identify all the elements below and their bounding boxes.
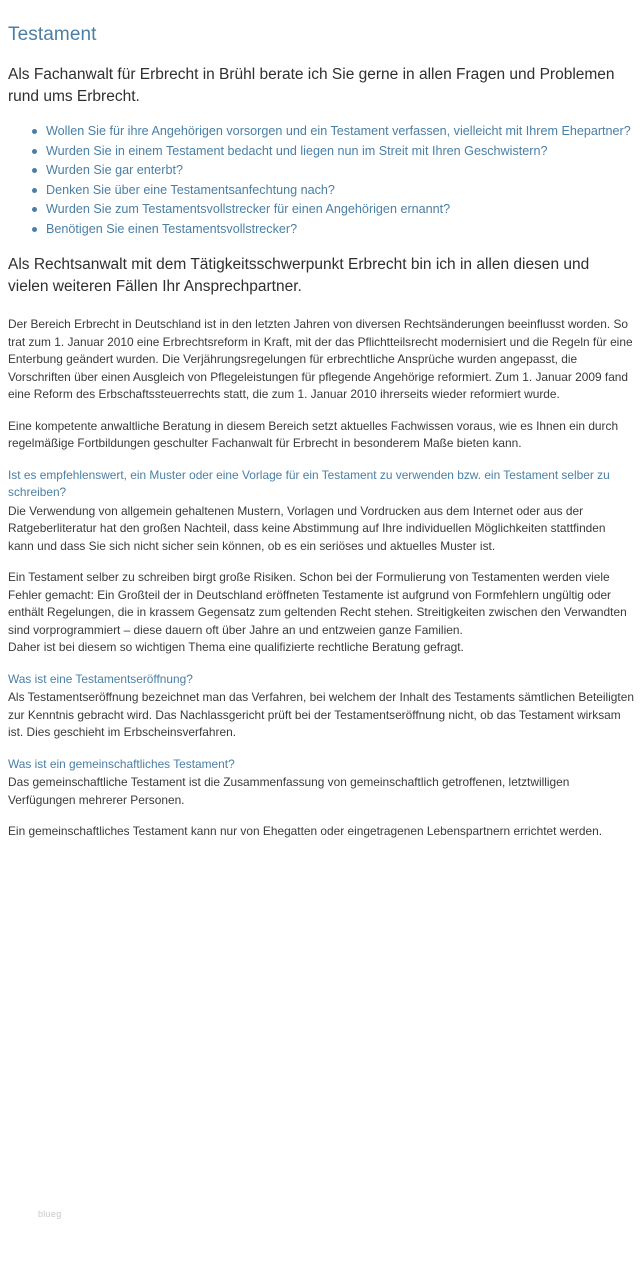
answer-testament-opening: Als Testamentseröffnung bezeichnet man das Verfahren, bei welchem der Inhalt des Testaments sämtlichen Beteiligten zur Kenntnis gebracht wird. Das Nachlassgericht prüft bei der Testamentseröffnung nicht, ob das Testament wirksam ist. Dies geschieht im Erbscheinsverfahren. bbox=[8, 690, 634, 739]
list-item: Wurden Sie zum Testamentsvollstrecker für einen Angehörigen ernannt? bbox=[44, 200, 634, 219]
question-bullet-list bbox=[8, 122, 634, 238]
list-item: Denken Sie über eine Testamentsanfechtung nach? bbox=[44, 181, 634, 200]
paragraph-qualified-advice: Daher ist bei diesem so wichtigen Thema eine qualifizierte rechtliche Beratung gefragt. bbox=[8, 640, 464, 654]
question-heading-template-advisability: Ist es empfehlenswert, ein Muster oder eine Vorlage für ein Testament zu verwenden bzw. ein Testament selber zu schreiben? bbox=[8, 467, 610, 499]
section-subheading: Als Rechtsanwalt mit dem Tätigkeitsschwerpunkt Erbrecht bin ich in allen diesen und vielen weiteren Fällen Ihr Ansprechpartner. bbox=[8, 256, 590, 295]
answer-template-advisability: Die Verwendung von allgemein gehaltenen Mustern, Vorlagen und Vordrucken aus dem Internet oder aus der Ratgeberliteratur hat den großen Nachteil, dass keine Abstimmung auf Ihre individuellen Möglichkeiten stattfinden kann und dass Sie sich nicht sicher sein können, ob es ein seriöses und aktuelles Muster ist. bbox=[8, 503, 606, 553]
list-item: Benötigen Sie einen Testamentsvollstrecker? bbox=[44, 220, 634, 239]
lead-paragraph: Als Fachanwalt für Erbrecht in Brühl berate ich Sie gerne in allen Fragen und Problemen rund ums Erbrecht. bbox=[8, 66, 615, 105]
question-heading-testament-opening: Was ist eine Testamentseröffnung? bbox=[8, 671, 193, 686]
list-item: Wurden Sie in einem Testament bedacht und liegen nun im Streit mit Ihren Geschwistern? bbox=[44, 142, 634, 161]
list-item: Wurden Sie gar enterbt? bbox=[44, 161, 634, 180]
paragraph-self-written-risks: Ein Testament selber zu schreiben birgt große Risiken. Schon bei der Formulierung von Testamenten werden viele Fehler gemacht: Ein Großteil der in Deutschland eröffneten Testamente ist aufgrund von Formfehlern ungültig oder enthält Regelungen, die in krassem Gegensatz zum geltenden Recht stehen. Streitigkeiten zwischen den Verwandten sind vorprogrammiert – diese dauern oft über Jahre an und entzweien ganze Familien. bbox=[8, 570, 627, 637]
paragraph-competent-advice: Eine kompetente anwaltliche Beratung in diesem Bereich setzt aktuelles Fachwissen voraus, wie es Ihnen ein durch regelmäßige Fortbildungen geschulter Fachanwalt für Erbrecht in besonderem Maße bieten kann. bbox=[8, 418, 619, 450]
page-title: Testament bbox=[8, 24, 97, 45]
question-heading-joint-testament: Was ist ein gemeinschaftliches Testament? bbox=[8, 756, 235, 771]
paragraph-legal-changes: Der Bereich Erbrecht in Deutschland ist in den letzten Jahren von diversen Rechtsänderungen beeinflusst worden. So trat zum 1. Januar 2010 eine Erbrechtsreform in Kraft, mit der das Pflichtteilsrecht modernisiert und die Regeln für eine Enterbung geändert wurden. Die Verjährungsregelungen für erbrechtliche Ansprüche wurden angepasst, die Vorschriften über einen Ausgleich von Pflegeleistungen für pflegende Angehörige reformiert. Zum 1. Januar 2009 fand eine Reform des Erbschaftssteuerrechts statt, die zum 1. Januar 2010 ihrerseits wieder reformiert wurde. bbox=[8, 317, 633, 401]
answer-joint-testament: Das gemeinschaftliche Testament ist die Zusammenfassung von gemeinschaftlich getroffenen, letztwilligen Verfügungen mehrerer Personen. bbox=[8, 775, 570, 807]
list-item: Wollen Sie für ihre Angehörigen vorsorgen und ein Testament verfassen, vielleicht mit Ihrem Ehepartner? bbox=[44, 122, 634, 141]
footer-watermark: blueg bbox=[38, 1209, 62, 1219]
paragraph-joint-testament-spouses: Ein gemeinschaftliches Testament kann nur von Ehegatten oder eingetragenen Lebenspartnern errichtet werden. bbox=[8, 824, 603, 838]
